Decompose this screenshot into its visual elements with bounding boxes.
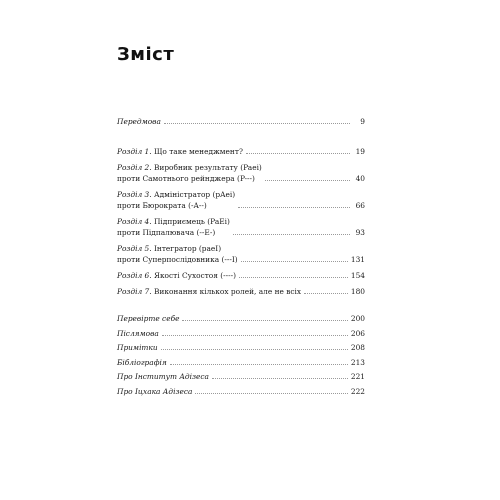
dot-leader (162, 335, 348, 336)
toc-page-number: 222 (350, 386, 365, 396)
chapter-number: Розділ 5. (117, 244, 152, 253)
toc-entry-line (117, 162, 262, 173)
chapter-title: Якості Сухостоя (----) (153, 271, 237, 280)
toc-entry-chapter-3[interactable] (117, 189, 365, 211)
toc-page-number: 154 (350, 271, 365, 280)
toc-entry-label: Примітки (117, 343, 158, 352)
toc-page-number: 208 (350, 343, 365, 352)
chapter-title: Підприємець (PaEi) (153, 217, 230, 226)
toc-entry-back-matter[interactable] (117, 357, 365, 368)
chapter-title: Що таке менеджмент? (153, 147, 243, 156)
dot-leader (239, 277, 348, 278)
toc-entry-text (117, 286, 301, 297)
chapter-subtitle: проти Бюрократа (-A--) (117, 201, 207, 210)
toc-page-number: 200 (350, 314, 365, 323)
toc-entry-back-matter[interactable] (117, 371, 365, 382)
toc-entry-line (117, 189, 235, 200)
toc-entry-line (117, 270, 236, 281)
dot-leader (164, 123, 350, 124)
toc-page-number: 131 (350, 255, 365, 264)
toc-entry-text (117, 162, 262, 184)
page-title: Зміст (117, 44, 175, 65)
chapter-title: Адміністратор (pAei) (153, 190, 236, 199)
chapter-subtitle: проти Підпалювача (--E-) (117, 228, 216, 237)
toc-entry-chapter-5[interactable] (117, 243, 365, 265)
dot-leader (246, 153, 350, 154)
chapter-subtitle: проти Самотнього рейнджера (P---) (117, 174, 255, 183)
toc-entry-label: Про Інститут Адізеса (117, 372, 209, 381)
chapter-title: Виробник результату (Paei) (153, 163, 262, 172)
toc-entry-back-matter[interactable] (117, 386, 365, 397)
toc-entry-label: Про Іцхака Адізеса (117, 386, 193, 396)
toc-page-number: 66 (355, 201, 365, 210)
toc-entry-back-matter[interactable] (117, 342, 365, 353)
chapters-list (117, 146, 365, 297)
dot-leader (161, 349, 348, 350)
toc-page-number: 19 (355, 147, 365, 156)
toc-page-number: 93 (355, 228, 365, 237)
dot-leader (265, 180, 350, 181)
chapter-number: Розділ 4. (117, 217, 152, 226)
toc-page-number: 213 (350, 357, 365, 367)
chapter-title: Інтегратор (paeI) (153, 244, 222, 253)
toc-entry-chapter-4[interactable] (117, 216, 365, 238)
toc-entry-chapter-7[interactable] (117, 286, 365, 297)
toc-entry-back-matter[interactable] (117, 313, 365, 324)
chapter-number: Розділ 6. (117, 271, 152, 280)
dot-leader (241, 261, 348, 262)
dot-leader (195, 393, 348, 394)
toc-page-number: 180 (350, 287, 365, 296)
toc-page-number: 9 (360, 117, 365, 126)
toc-entry-label: Післямова (117, 328, 159, 338)
toc-entry-label: Перевірте себе (117, 314, 180, 323)
toc-entry-line (117, 216, 230, 227)
dot-leader (212, 378, 348, 379)
dot-leader (170, 364, 348, 365)
chapter-number: Розділ 2. (117, 163, 152, 172)
toc-entry-label: Передмова (117, 117, 161, 126)
chapter-title: Виконання кількох ролей, але не всіх (153, 287, 302, 296)
toc-entry-text (117, 270, 236, 281)
dot-leader (233, 234, 350, 235)
toc-entry-back-matter[interactable] (117, 328, 365, 339)
back-matter-list (117, 313, 365, 397)
toc-entry-chapter-1[interactable] (117, 146, 365, 157)
toc-entry-line (117, 243, 238, 254)
toc-entry-line (117, 286, 301, 297)
toc-entry-text (117, 243, 238, 265)
chapter-subtitle: проти Суперпослідовника (---I) (117, 255, 238, 264)
toc-entry-preface[interactable] (117, 116, 365, 127)
toc-page-number: 40 (355, 174, 365, 183)
toc-entry-label: Бібліографія (117, 357, 167, 367)
toc-page-number: 221 (350, 372, 365, 381)
dot-leader (304, 293, 348, 294)
toc-entry-text (117, 189, 235, 211)
chapter-number: Розділ 3. (117, 190, 152, 199)
toc-entry-chapter-2[interactable] (117, 162, 365, 184)
dot-leader (182, 320, 347, 321)
toc-entry-text (117, 216, 230, 238)
chapter-number: Розділ 1. (117, 147, 152, 156)
chapter-number: Розділ 7. (117, 287, 152, 296)
toc-entry-text (117, 146, 243, 157)
toc-entry-chapter-6[interactable] (117, 270, 365, 281)
table-of-contents (117, 116, 365, 400)
toc-page-number: 206 (350, 328, 365, 338)
dot-leader (238, 207, 350, 208)
toc-entry-line (117, 146, 243, 157)
